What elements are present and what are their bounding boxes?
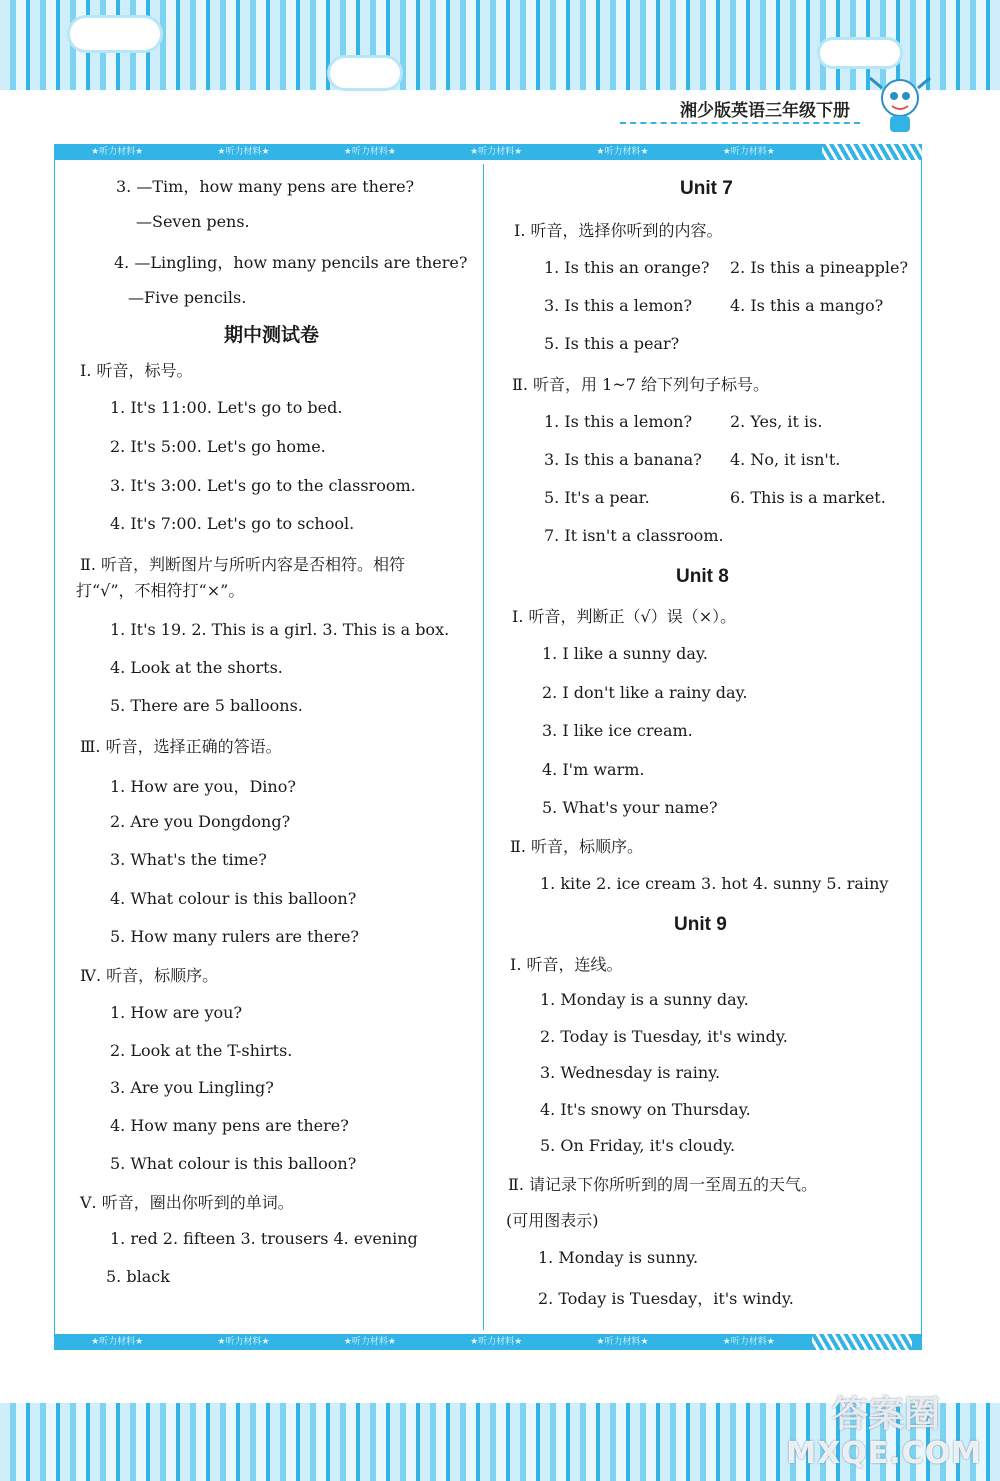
list-item: 3. Are you Lingling?	[110, 1078, 274, 1097]
list-item: 4. No, it isn't.	[730, 450, 841, 469]
mascot-icon	[860, 70, 940, 140]
list-item: 4. It's snowy on Thursday.	[540, 1099, 751, 1119]
section-label: Ⅱ. 请记录下你所听到的周一至周五的天气。	[508, 1175, 818, 1194]
list-item: 1. Monday is a sunny day.	[540, 990, 749, 1009]
section-label: Ⅰ. 听音，连线。	[510, 955, 623, 974]
list-item: 2. Today is Tuesday, it's windy.	[540, 1026, 788, 1046]
section-label: Ⅱ. 听音，判断图片与所听内容是否相符。相符	[80, 555, 406, 574]
listening-material-band-top: ★听力材料★ ★听力材料★ ★听力材料★ ★听力材料★ ★听力材料★ ★听力材料★	[54, 144, 922, 160]
list-item: 2. Is this a pineapple?	[730, 258, 909, 277]
list-item: 5. What colour is this balloon?	[110, 1154, 357, 1173]
list-item: 1. kite 2. ice cream 3. hot 4. sunny 5. rainy	[540, 874, 889, 893]
list-item: 3. Is this a banana?	[544, 450, 702, 469]
section-label: Ⅱ. 听音，用 1~7 给下列句子标号。	[512, 375, 769, 394]
section-heading-midterm: 期中测试卷	[224, 325, 320, 346]
dialogue-line: 3. —Tim，how many pens are there?	[116, 177, 415, 196]
list-item: 5. It's a pear.	[544, 488, 650, 507]
unit-heading: Unit 7	[680, 178, 733, 199]
list-item: 5. On Friday, it's cloudy.	[540, 1136, 736, 1155]
list-item: 4. Is this a mango?	[730, 296, 884, 315]
list-item: 2. Look at the T-shirts.	[110, 1041, 293, 1060]
list-item: 2. Today is Tuesday，it's windy.	[538, 1289, 794, 1308]
list-item: 2. Are you Dongdong?	[110, 812, 291, 831]
cloud-decoration	[70, 18, 160, 50]
list-item: 4. Look at the shorts.	[110, 658, 283, 677]
cloud-decoration	[330, 58, 400, 88]
band-hatch-decoration	[822, 144, 922, 160]
section-label: Ⅰ. 听音，判断正（√）误（×）。	[512, 607, 737, 626]
title-underline	[620, 122, 860, 124]
dialogue-line: —Seven pens.	[136, 212, 250, 231]
list-item: 1. How are you?	[110, 1003, 243, 1022]
list-item: 5. black	[106, 1267, 170, 1286]
list-item: 6. This is a market.	[730, 488, 886, 507]
list-item: 3. What's the time?	[110, 850, 267, 869]
list-item: 2. I don't like a rainy day.	[542, 682, 748, 702]
list-item: 1. How are you，Dino?	[110, 777, 296, 796]
watermark-text: 答案圈	[831, 1394, 940, 1435]
section-label: 打“√”，不相符打“×”。	[76, 581, 245, 600]
section-note: (可用图表示)	[506, 1211, 599, 1230]
list-item: 3. I like ice cream.	[542, 721, 693, 740]
column-divider	[483, 164, 485, 1330]
list-item: 2. It's 5:00. Let's go home.	[110, 437, 326, 456]
unit-heading: Unit 8	[676, 566, 729, 587]
band-hatch-decoration	[812, 1334, 912, 1350]
section-label: Ⅳ. 听音，标顺序。	[80, 966, 219, 985]
unit-heading: Unit 9	[674, 914, 727, 935]
watermark-url: MXQE.COM	[786, 1436, 982, 1471]
list-item: 1. Monday is sunny.	[538, 1248, 699, 1267]
list-item: 4. I'm warm.	[542, 759, 645, 779]
list-item: 5. There are 5 balloons.	[110, 696, 303, 715]
list-item: 4. It's 7:00. Let's go to school.	[110, 514, 355, 533]
dialogue-line: 4. —Lingling，how many pencils are there?	[114, 253, 468, 272]
list-item: 4. What colour is this balloon?	[110, 889, 357, 908]
list-item: 3. Is this a lemon?	[544, 296, 693, 315]
list-item: 5. Is this a pear?	[544, 334, 680, 353]
cloud-decoration	[820, 40, 900, 66]
list-item: 1. It's 11:00. Let's go to bed.	[110, 398, 343, 417]
dialogue-line: —Five pencils.	[128, 288, 247, 307]
section-label: Ⅲ. 听音，选择正确的答语。	[80, 737, 282, 756]
section-label: Ⅰ. 听音，选择你听到的内容。	[514, 221, 723, 240]
list-item: 5. How many rulers are there?	[110, 927, 359, 946]
section-label: Ⅰ. 听音，标号。	[80, 361, 193, 380]
book-title: 湘少版英语三年级下册	[680, 101, 850, 121]
list-item: 1. red 2. fifteen 3. trousers 4. evening	[110, 1229, 418, 1248]
list-item: 5. What's your name?	[542, 798, 718, 817]
list-item: 1. Is this an orange?	[544, 258, 710, 277]
list-item: 3. Wednesday is rainy.	[540, 1063, 721, 1082]
section-label: Ⅴ. 听音，圈出你听到的单词。	[80, 1193, 294, 1212]
list-item: 4. How many pens are there?	[110, 1116, 349, 1135]
list-item: 1. It's 19. 2. This is a girl. 3. This is a box.	[110, 620, 450, 639]
list-item: 1. Is this a lemon?	[544, 412, 693, 431]
list-item: 2. Yes, it is.	[730, 412, 823, 431]
list-item: 3. It's 3:00. Let's go to the classroom.	[110, 476, 416, 495]
listening-material-band-bottom: ★听力材料★ ★听力材料★ ★听力材料★ ★听力材料★ ★听力材料★ ★听力材料★	[54, 1334, 922, 1350]
list-item: 1. I like a sunny day.	[542, 644, 708, 663]
section-label: Ⅱ. 听音，标顺序。	[510, 837, 644, 856]
list-item: 7. It isn't a classroom.	[544, 526, 724, 545]
